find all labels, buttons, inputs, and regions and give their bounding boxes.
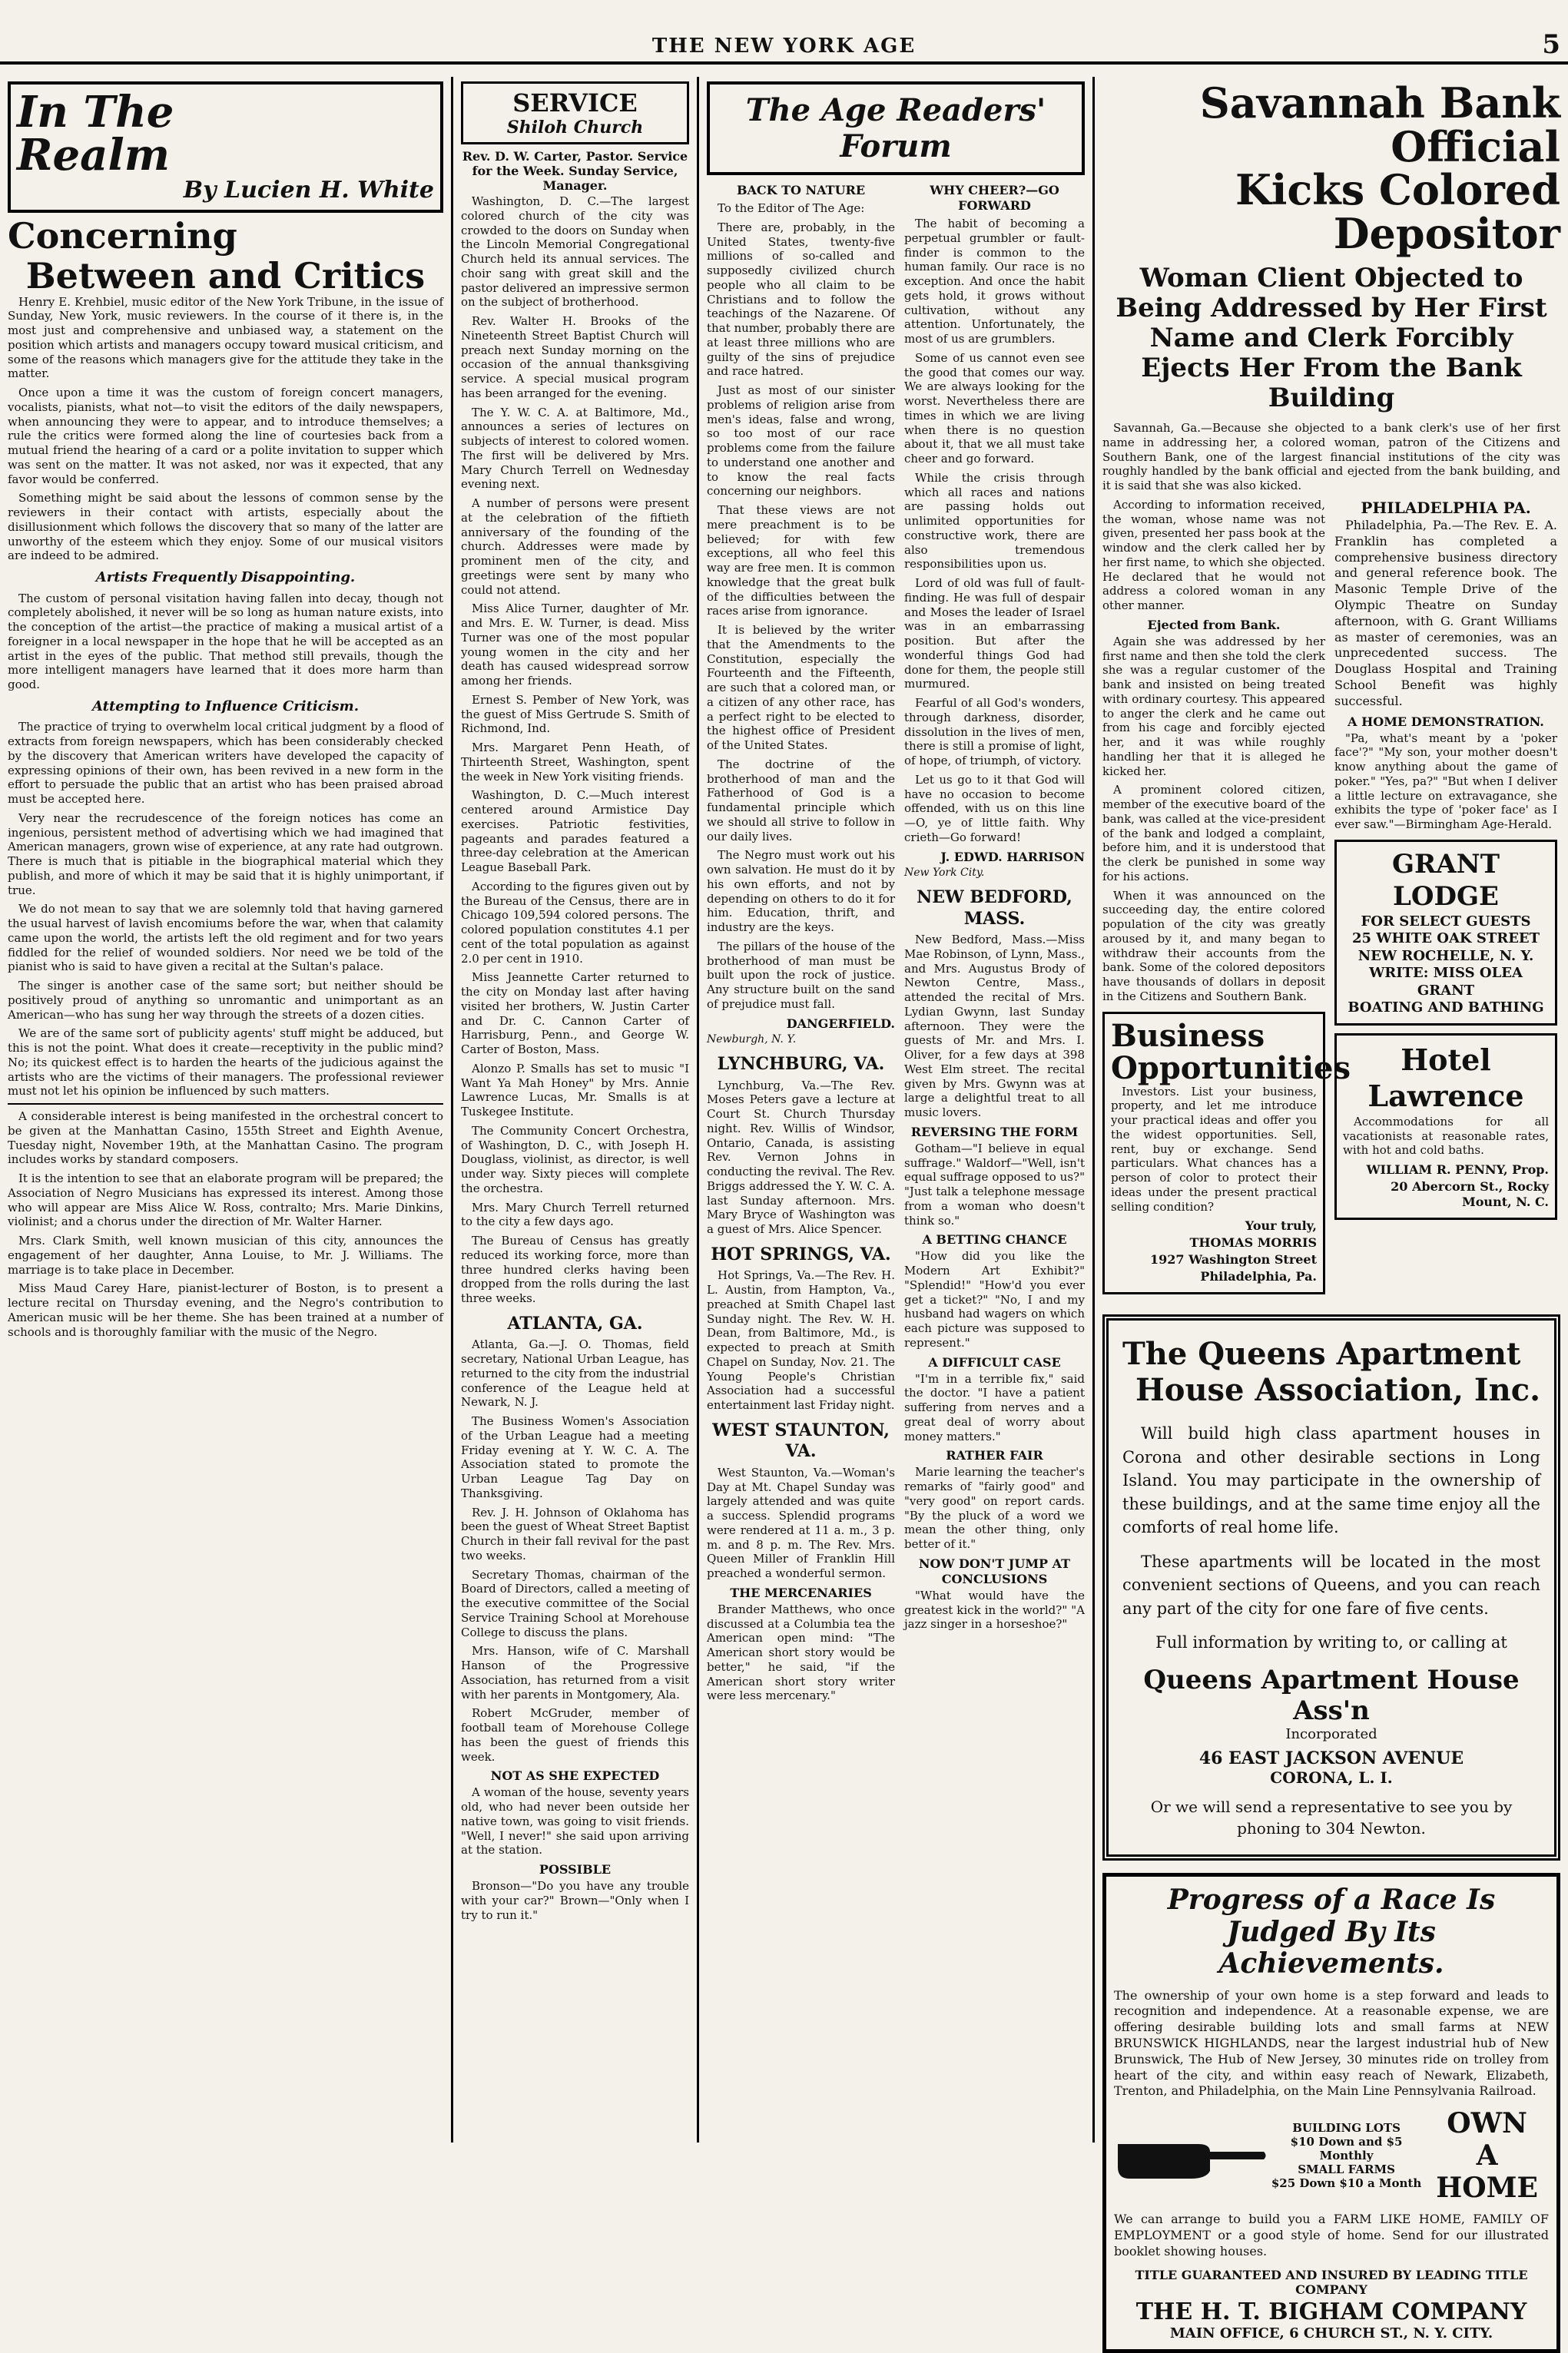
headline-critics-text: and Critics xyxy=(207,255,426,297)
letter-signature: J. EDWD. HARRISON xyxy=(940,849,1085,864)
letter-paragraph: Fearful of all God's wonders, through darkness, disorder, dissolution in the lives of men, there is still a promise of light, of hope, of triumph, of victory. xyxy=(904,696,1085,767)
own-text: OWN xyxy=(1447,2107,1527,2140)
headline-concerning: Concerning xyxy=(8,215,237,257)
progress-of-race-ad xyxy=(1102,1873,1560,2352)
news-paragraph: Bronson—"Do you have any trouble with your car?" Brown—"Only when I try to run it." xyxy=(461,1879,689,1922)
article-paragraph: We are of the same sort of publicity agents' stuff might be adduced, but this is not the point. What does it create—receptivity in the public mind? No; its quickest effect is to harden the hearts of the judicious against the artists who are the victims of their managers. The professional reviewer must not let his opinion be influenced by such matters. xyxy=(8,1026,443,1099)
letter-paragraph: While the crisis through which all races and nations are passing holds out unlimited opportunities for constructive work, there are also tremendous responsibilities upon us. xyxy=(904,470,1085,572)
news-paragraph: Lynchburg, Va.—The Rev. Moses Peters gave a lecture at Court St. Church Thursday night. Rev. Willis of Windsor, Ontario, Canada, is assisting Rev. Vernon Johns in conducting the revival. The Rev. Briggs addressed the Y. W. C. A. last Sunday afternoon. Mrs. Mary Bryce of Washington was a guest of Mrs. Alice Spencer. xyxy=(707,1078,895,1236)
lots-terms: $10 Down and $5 Monthly xyxy=(1290,2135,1403,2163)
ad-body: Full information by writing to, or calling at xyxy=(1155,1632,1507,1652)
news-paragraph: A woman of the house, seventy years old, who had never been outside her native town, was going to visit friends. "Well, I never!" she said upon arriving at the station. xyxy=(461,1785,689,1858)
philadelphia-news xyxy=(1334,498,1557,710)
letter-paragraph: The doctrine of the brotherhood of man and the Fatherhood of God is a fundamental principle which we should all strive to follow in our daily lives. xyxy=(707,757,895,843)
column-forum xyxy=(699,77,1095,2143)
lots-title: BUILDING LOTS xyxy=(1292,2121,1401,2136)
dateline: HOT SPRINGS, VA. xyxy=(711,1244,891,1264)
article-paragraph: Mrs. Clark Smith, well known musician of this city, announces the engagement of her daughter, Anna Louise, to Mr. J. Williams. The marriage is to take place in December. xyxy=(8,1234,443,1277)
subhead: NOT AS SHE EXPECTED xyxy=(490,1768,660,1784)
article-paragraph: Very near the recrudescence of the foreign notices has come an ingenious, persistent method of advertising which we had imagined that American managers, grown wise of experience, at any rate had outgrown. There is much that is pitiable in the biographical material which they publish, and more of which it may be said that it is highly unimportant, if true. xyxy=(8,810,443,897)
a-home-text: A HOME xyxy=(1436,2139,1538,2205)
music-column-header xyxy=(8,81,443,213)
ad-title: Hotel Lawrence xyxy=(1367,1042,1524,1114)
letter-paragraph: There are, probably, in the United States, twenty-five millions of so-called and supposedly civilized church people who all claim to be Christians and to follow the teachings of the Nazarene. Of that number, probably there are at least three millions who are guilty of the sins of prejudice and race hatred. xyxy=(707,220,895,379)
column-header-box xyxy=(461,81,689,144)
subhead: POSSIBLE xyxy=(539,1862,612,1877)
news-paragraph: "How did you like the Modern Art Exhibit?" "Splendid!" "How'd you ever get a ticket?" "No, I and my husband had wagers on which each picture was supposed to represent." xyxy=(904,1249,1085,1350)
news-paragraph: New Bedford, Mass.—Miss Mae Robinson, of Lynn, Mass., and Mrs. Augustus Brody of Newton Centre, Mass., attended the recital of Mrs. Lydian Gwynn, last Sunday afternoon. They were the guests of Mr. and Mrs. I. Oliver, for a few days at 398 West Elm street. The recital given by Mrs. Gwynn was at large a delightful treat to all music lovers. xyxy=(904,933,1085,1119)
ad-line: 25 WHITE OAK STREET xyxy=(1351,930,1540,947)
subhead: Artists Frequently Disappointing. xyxy=(95,569,356,586)
article-paragraph: It is the intention to see that an elaborate program will be prepared; the Association of Negro Musicians has expressed its interest. Among those who will appear are Miss Alice W. Ross, contralto; Mrs. Marie Dinkins, violinist; and a chorus under the direction of Mr. Walter Harner. xyxy=(8,1172,443,1229)
ad-address: MAIN OFFICE, 6 CHURCH ST., N. Y. CITY. xyxy=(1169,2325,1493,2341)
article-paragraph: Miss Maud Carey Hare, pianist-lecturer of Boston, is to present a lecture recital on Thursday evening, and the Negro's contribution to American music will be her theme. She has been trained at a number of schools and is thoroughly familiar with the music of the Negro. xyxy=(8,1281,443,1339)
ad-body: Accommodations for all vacationists at reasonable rates, with hot and cold baths. xyxy=(1343,1114,1549,1158)
news-paragraph: West Staunton, Va.—Woman's Day at Mt. Chapel Sunday was largely attended and was quite a success. Splendid programs were rendered at 11 a. m., 3 p. m. and 8 p. m. The Rev. Mrs. Queen Miller of Franklin Hill preached a wonderful sermon. xyxy=(707,1465,895,1580)
letter-paragraph: Lord of old was full of fault-finding. He was full of despair and Moses the leader of Israel was in an embarrassing position. But after the wonderful things God had done for them, the people still murmured. xyxy=(904,576,1085,691)
letter-paragraph: The pillars of the house of the brotherhood of man must be built upon the rock of justice. Any structure built on the sand of prejudice must fall. xyxy=(707,939,895,1011)
news-paragraph: According to the figures given out by the Bureau of the Census, there are in Chicago 109,594 colored persons. The colored population constitutes 4.1 per cent of the total population as against 2.0 per cent in 1910. xyxy=(461,879,689,966)
ad-line: FOR SELECT GUESTS xyxy=(1361,913,1531,930)
news-paragraph: Miss Jeannette Carter returned to the city on Monday last after having visited her brothers, W. Justin Carter and Dr. C. Cannon Carter of Harrisburg, Penn., and George W. Carter of Boston, Mass. xyxy=(461,970,689,1056)
column-news xyxy=(453,77,699,2143)
bank-subcolumn xyxy=(1102,497,1351,1303)
news-paragraph: Mrs. Mary Church Terrell returned to the city a few days ago. xyxy=(461,1200,689,1229)
news-paragraph: A number of persons were present at the celebration of the fiftieth anniversary of the founding of the church. Addresses were made by prominent men of the city, and greetings were sent by many who could not attend. xyxy=(461,496,689,597)
ad-title: Progress of a Race Is Judged By Its Achievements. xyxy=(1167,1884,1496,1980)
news-paragraph: Hot Springs, Va.—The Rev. H. L. Austin, from Hampton, Va., preached at Smith Chapel last Sunday night. The Rev. W. H. Dean, from Baltimore, Md., is expected to preach at Smith Chapel on Sunday, Nov. 21. The Young People's Christian Association had a successful entertainment last Friday night. xyxy=(707,1268,895,1412)
letter-paragraph: It is believed by the writer that the Amendments to the Constitution, especially the Fourteenth and the Fifteenth, are such that a colored man, or a citizen of any other race, has a perfect right to be elected to the highest office of President of the United States. xyxy=(707,623,895,752)
news-paragraph: The Y. W. C. A. at Baltimore, Md., announces a series of lectures on subjects of interest to colored women. The first will be delivered by Mrs. Mary Church Terrell on Wednesday evening next. xyxy=(461,405,689,492)
article-paragraph: The singer is another case of the same sort; but neither should be positively proud of anything so unromantic and unimportant as an American—who has sung her way through the streets of a dozen cities. xyxy=(8,979,443,1022)
subhead: THE MERCENARIES xyxy=(730,1585,872,1600)
page-number: 5 xyxy=(1542,29,1560,60)
article-paragraph: Once upon a time it was the custom of foreign concert managers, vocalists, pianists, what not—to visit the editors of the daily newspapers, when announcing they were to appear, and to introduce themselves; a rule the critics were formed along the line of courtesies back from a mutual friend the hearing of a card or a polite invitation to supper which was sent on the matter. It was not asked, nor was it expected, that any favor would be conferred. xyxy=(8,386,443,486)
article-paragraph: A prominent colored citizen, member of the executive board of the bank, was called at the vice-president of the bank and lodged a complaint, before him, and it is understood that the clerk be punished in some way for his actions. xyxy=(1102,783,1325,883)
ad-title: Business xyxy=(1111,1017,1265,1054)
ad-sig: 20 Abercorn St., Rocky Mount, N. C. xyxy=(1391,1179,1549,1210)
byline: By Lucien H. White xyxy=(183,177,434,204)
letter-paragraph: The Negro must work out his own salvation. He must do it by his own efforts, and not by depending on others to do it for him. Education, thrift, and industry are the keys. xyxy=(707,848,895,934)
letter-salutation: To the Editor of The Age: xyxy=(718,201,865,215)
header-box-subtitle: Shiloh Church xyxy=(506,118,644,138)
ad-sig: Philadelphia, Pa. xyxy=(1200,1269,1317,1284)
dateline: WEST STAUNTON, VA. xyxy=(712,1420,890,1462)
ads-subcolumn xyxy=(1334,498,1557,1303)
news-paragraph: "I'm in a terrible fix," said the doctor. "I have a patient suffering from nerves and a great deal of worry about money matters." xyxy=(904,1371,1085,1443)
dateline: PHILADELPHIA PA. xyxy=(1361,498,1531,517)
letter-paragraph: That these views are not mere preachment is to be believed; for with few exceptions, all who feel this way are free men. It is common knowledge that the great bulk of the difficulties between the races arise from ignorance. xyxy=(707,503,895,618)
business-opportunities-ad xyxy=(1102,1012,1351,1295)
news-paragraph: "Pa, what's meant by a 'poker face'?" "My son, your mother doesn't know anything about the game of poker." "Yes, pa?" "But when I deliver a little lecture on extravagance, she exhibits the type of 'poker face' as I ever saw."—Birmingham Age-Herald. xyxy=(1334,731,1557,832)
own-a-home xyxy=(1425,2107,1549,2204)
queens-apartment-ad xyxy=(1102,1314,1560,1861)
pointing-hand-icon xyxy=(1114,2129,1268,2182)
news-paragraph: Alonzo P. Smalls has set to music "I Want Ya Mah Honey" by Mrs. Annie Lawrence Lucas, Mr. Smalls is at Tuskegee Institute. xyxy=(461,1061,689,1119)
article-paragraph: The custom of personal visitation having fallen into decay, though not completely abolished, it never will be so long as human nature exists, into the conception of the artist—the practice of making a musical artist of a foreigner in a local newspaper in the hope that he will be accepted as an artist in the eyes of the public. That method still prevails, though the more intelligent managers have learned that it does more harm than good. xyxy=(8,591,443,692)
article-paragraph: Henry E. Krehbiel, music editor of the New York Tribune, in the issue of Sunday, New York, music reviewers. In the course of it there is, in the most just and comprehensive and unbiased way, a statement on the position which artists and managers occupy toward musical criticism, and some of the reasons which managers give for the attitude they take in the matter. xyxy=(8,294,443,381)
kicker-in-the: In The xyxy=(17,87,174,138)
farms-title: SMALL FARMS xyxy=(1298,2162,1395,2177)
ad-line: WRITE: MISS OLEA GRANT xyxy=(1369,965,1523,999)
farms-terms: $25 Down $10 a Month xyxy=(1271,2176,1422,2191)
ad-title-guarantee: TITLE GUARANTEED AND INSURED BY LEADING TITLE COMPANY xyxy=(1135,2267,1528,2297)
kicker-realm: Realm xyxy=(17,130,170,181)
subhead: A HOME DEMONSTRATION. xyxy=(1348,714,1544,729)
news-paragraph: The Community Concert Orchestra, of Washington, D. C., with Joseph H. Douglass, violinist, as director, is well under way. Sixty pieces will complete the orchestra. xyxy=(461,1123,689,1195)
ad-body: The ownership of your own home is a step forward and leads to recognition and independence. At a reasonable expense, we are offering desirable building lots and small farms at NEW BRUNSWICK HIGHLANDS, near the largest industrial hub of New Brunswick, The Hub of New Jersey, 30 minutes ride on trolley from heart of the city, and within easy reach of Newark, Elizabeth, Trenton, and Philadelphia, on the Main Line Pennsylvania Railroad. xyxy=(1114,1987,1549,2099)
news-paragraph: The Business Women's Association of the Urban League had a meeting Friday evening at Y. W. C. A. The Association stated to promote the Urban League Tag Day on Thanksgiving. xyxy=(461,1414,689,1500)
ad-footer: Or we will send a representative to see you by phoning to 304 Newton. xyxy=(1150,1798,1513,1838)
masthead-title: THE NEW YORK AGE xyxy=(651,35,917,58)
headline-savannah: Savannah Bank Official xyxy=(1199,78,1560,171)
news-paragraph: The Bureau of Census has greatly reduced its working force, more than three hundred clerks having been dropped from the rolls during the last three weeks. xyxy=(461,1234,689,1305)
ad-company-name: Queens Apartment House Ass'n xyxy=(1143,1665,1520,1727)
news-paragraph: Atlanta, Ga.—J. O. Thomas, field secretary, National Urban League, has returned to the city from the industrial conference of the League held at Newark, N. J. xyxy=(461,1337,689,1410)
subhead: A DIFFICULT CASE xyxy=(928,1354,1061,1370)
letter-paragraph: The habit of becoming a perpetual grumbler or fault-finder is common to the human family. Our race is no exception. And once the habit gets hold, it grows without cultivation, without any attention. Unfortunately, the most of us are grumblers. xyxy=(904,217,1085,346)
ad-title: Opportunities xyxy=(1111,1049,1351,1086)
ad-body: We can arrange to build you a FARM LIKE HOME, FAMILY OF EMPLOYMENT or a good style of home. Send for our illustrated booklet showing houses. xyxy=(1114,2212,1549,2259)
news-paragraph: "What would have the greatest kick in the world?" "A jazz singer in a horseshoe?" xyxy=(904,1588,1085,1632)
ad-line: BOATING AND BATHING xyxy=(1348,999,1544,1016)
news-paragraph: Rev. Walter H. Brooks of the Nineteenth Street Baptist Church will preach next Sunday morning on the occasion of the annual thanksgiving service. A special musical program has been arranged for the evening. xyxy=(461,314,689,400)
masthead xyxy=(0,31,1568,65)
forum-subcolumn-left xyxy=(707,181,895,1708)
forum-title: The Age Readers' Forum xyxy=(707,81,1085,175)
dateline: ATLANTA, GA. xyxy=(507,1313,643,1334)
header-box-title: SERVICE xyxy=(512,88,638,118)
news-paragraph: Mrs. Margaret Penn Heath, of Thirteenth Street, Washington, spent the week in New York visiting friends. xyxy=(461,741,689,784)
ad-title: House Association, Inc. xyxy=(1135,1372,1540,1409)
headline-kicks: Kicks Colored Depositor xyxy=(1235,165,1560,259)
forum-subcolumn-right xyxy=(904,181,1085,1708)
ad-lot-info xyxy=(1268,2121,1425,2190)
subhead: A BETTING CHANCE xyxy=(922,1232,1067,1248)
letter-signature: DANGERFIELD. xyxy=(786,1016,895,1031)
ad-body: These apartments will be located in the most convenient sections of Queens, and you can reach any part of the city for one fare of five cents. xyxy=(1122,1552,1540,1618)
article-paragraph: Something might be said about the lessons of common sense by the reviewers in their contact with artists, especially about the disillusionment which follows the discovery that so many of the latter are unworthy of the esteem which they enjoy. Some of our musical visitors are indeed to be admired. xyxy=(8,491,443,563)
subhead: Ejected from Bank. xyxy=(1147,617,1281,632)
news-paragraph: Gotham—"I believe in equal suffrage." Waldorf—"Well, isn't equal suffrage opposed to us?" "Just talk a telephone message from a woman who doesn't think so." xyxy=(904,1141,1085,1228)
news-paragraph: Secretary Thomas, chairman of the Board of Directors, called a meeting of the executive committee of the Social Service Training School at Morehouse College to discuss the plans. xyxy=(461,1567,689,1639)
subhead: RATHER FAIR xyxy=(946,1448,1043,1463)
ad-body: Investors. List your business, property, and let me introduce your practical ideas and offer you the widest opportunities. Sell, rent, buy or exchange. Send particulars. What chances has a person of color to protect their ideas under the present practical selling condition? xyxy=(1111,1084,1317,1214)
letter-title: BACK TO NATURE xyxy=(736,183,866,197)
article-paragraph: According to information received, the woman, whose name was not given, presented her pass book at the window and the clerk called her by her first name, to which she objected. He declared that he would not address a colored woman in any other manner. xyxy=(1102,497,1325,613)
news-paragraph: Marie learning the teacher's remarks of "fairly good" and "very good" on report cards. "By the pluck of a word we mean the other thing, only better of it." xyxy=(904,1465,1085,1551)
ad-sig: WILLIAM R. PENNY, Prop. xyxy=(1366,1162,1549,1178)
ad-title: The Queens Apartment xyxy=(1122,1336,1521,1373)
dateline: NEW BEDFORD, MASS. xyxy=(917,887,1072,929)
letter-paragraph: Some of us cannot even see the good that comes our way. We are always looking for the worst. Nevertheless there are times in which we are living when there is no question about it, that we all must take cheer and go forward. xyxy=(904,350,1085,466)
news-paragraph: Washington, D. C.—The largest colored church of the city was crowded to the doors on Sunday when the Lincoln Memorial Congregational Church held its annual services. The choir sang with great skill and the pastor delivered an impressive sermon on the subject of brotherhood. xyxy=(461,194,689,310)
hotel-lawrence-ad xyxy=(1334,1033,1557,1220)
subhead: Attempting to Influence Criticism. xyxy=(92,698,359,714)
header-meta: Rev. D. W. Carter, Pastor. Service for the Week. Sunday Service, Manager. xyxy=(462,149,688,193)
ad-incorporated: Incorporated xyxy=(1285,1726,1377,1743)
news-paragraph: Ernest S. Pember of New York, was the guest of Miss Gertrude S. Smith of Richmond, Ind. xyxy=(461,692,689,736)
grant-lodge-ad xyxy=(1334,840,1557,1026)
article-paragraph: Again she was addressed by her first name and then she told the clerk she was a regular customer of the bank and insisted on being treated with ordinary courtesy. This appeared to anger the clerk and he came out from his cage and forcibly ejected her, and it was while roughly handling her that it is alleged he kicked her. xyxy=(1102,634,1325,778)
ad-line: NEW ROCHELLE, N. Y. xyxy=(1357,947,1534,964)
article-paragraph: A considerable interest is being manifested in the orchestral concert to be given at the Manhattan Casino, 155th Street and Eighth Avenue, Tuesday night, November 19th, at the Manhattan Casino. The program includes works by standard composers. xyxy=(8,1109,443,1167)
news-paragraph: Philadelphia, Pa.—The Rev. E. A. Franklin has completed a comprehensive business directory and general reference book. The Masonic Temple Drive of the Olympic Theatre on Sunday afternoon, with G. Grant Williams as master of ceremonies, was an unprecedented success. The Douglass Hospital and Training School Benefit was highly successful. xyxy=(1334,517,1557,708)
article-paragraph: We do not mean to say that we are solemnly told that having garnered the usual harvest of lavish encomiums before the war, when that calamity came upon the world, the artists left the old regiment and for two years fiddled for the relief of wounded soldiers. Nor need we be told of the pianist who is said to have given a recital at the Sultan's palace. xyxy=(8,902,443,974)
divider xyxy=(8,1103,443,1105)
column-music xyxy=(0,77,453,2143)
article-paragraph: When it was announced on the succeeding day, the entire colored population of the city was greatly aroused by it, and many began to withdraw their accounts from the bank. Some of the colored depositors have thousands of dollars in deposit in the Citizens and Southern Bank. xyxy=(1102,888,1325,1003)
dateline: LYNCHBURG, VA. xyxy=(717,1054,885,1074)
letter-place: Newburgh, N. Y. xyxy=(707,1032,797,1046)
ad-sig: THOMAS MORRIS xyxy=(1189,1235,1317,1251)
subhead: NOW DON'T JUMP AT CONCLUSIONS xyxy=(918,1556,1071,1586)
letter-paragraph: Just as most of our sinister problems of religion arise from men's ideas, false and wrong, so too most of our race problems come from the failure to understand one another and to know the real facts concerning our neighbors. xyxy=(707,383,895,499)
ad-city: CORONA, L. I. xyxy=(1270,1768,1393,1788)
news-paragraph: Washington, D. C.—Much interest centered around Armistice Day exercises. Patriotic festivities, pageants and parades featured a three-day celebration at the American League Baseball Park. xyxy=(461,788,689,874)
column-bank-and-ads xyxy=(1095,77,1568,2341)
headline-between xyxy=(8,255,443,297)
ad-address: 46 EAST JACKSON AVENUE xyxy=(1198,1748,1464,1769)
news-paragraph: Miss Alice Turner, daughter of Mr. and Mrs. E. W. Turner, is dead. Miss Turner was one of the most popular young women in the city and her death has caused widespread sorrow among her friends. xyxy=(461,602,689,688)
ad-title: GRANT LODGE xyxy=(1391,848,1500,913)
news-paragraph: Brander Matthews, who once discussed at a Columbia tea the American open mind: "The American short story would be better," he said, "if the American short story writer were less mercenary." xyxy=(707,1602,895,1703)
subheadline-woman-client: Woman Client Objected to Being Addressed by Her First Name and Clerk Forcibly Ejects Her From the Bank Building xyxy=(1116,262,1547,414)
news-paragraph: Robert McGruder, member of football team of Morehouse College has been the guest of friends this week. xyxy=(461,1706,689,1764)
ad-sig: 1927 Washington Street xyxy=(1150,1252,1317,1268)
article-paragraph: The practice of trying to overwhelm local critical judgment by a flood of extracts from foreign newspapers, which has been considerably checked by the discovery that American writers have developed the capacity of expressing opinions of their own, has been revived in a new form in the effort to persuade the public that an artist who has been praised abroad must be accepted here. xyxy=(8,720,443,807)
news-paragraph: Rev. J. H. Johnson of Oklahoma has been the guest of Wheat Street Baptist Church in their fall revival for the past two weeks. xyxy=(461,1505,689,1563)
headline-between-text: Between xyxy=(25,255,196,297)
letter-place: New York City. xyxy=(904,866,985,879)
ad-body: Will build high class apartment houses in Corona and other desirable sections in Long Island. You may participate in the ownership of these buildings, and at the same time enjoy all the comforts of real home life. xyxy=(1122,1424,1540,1537)
article-paragraph: Savannah, Ga.—Because she objected to a bank clerk's use of her first name in addressing her, a colored woman, patron of the Citizens and Southern Bank, one of the largest financial institutions of the city was roughly handled by the bank official and ejected from the bank building, and it is said that she was also kicked. xyxy=(1102,421,1560,493)
letter-paragraph: Let us go to it that God will have no occasion to become offended, with us on this line—O, ye of little faith. Why crieth—Go forward! xyxy=(904,772,1085,844)
letter-title: WHY CHEER?—GO FORWARD xyxy=(930,183,1059,213)
ad-company-name: THE H. T. BIGHAM COMPANY xyxy=(1135,2298,1527,2325)
ad-sig: Your truly, xyxy=(1245,1218,1317,1234)
subhead: REVERSING THE FORM xyxy=(910,1124,1079,1139)
ad-offer-row xyxy=(1114,2107,1549,2204)
news-paragraph: Mrs. Hanson, wife of C. Marshall Hanson of the Progressive Association, has returned from a visit with her parents in Montgomery, Ala. xyxy=(461,1644,689,1702)
